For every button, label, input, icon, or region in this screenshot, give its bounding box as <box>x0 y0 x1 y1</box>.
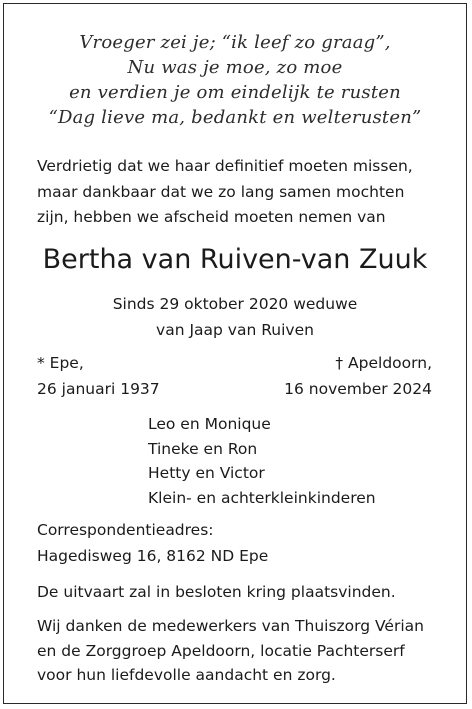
birth-place: * Epe, <box>37 354 84 372</box>
poem-line: “Dag lieve ma, bedankt en welterusten” <box>48 107 422 128</box>
thanks-note <box>37 614 424 688</box>
thanks-line: Wij danken de medewerkers van Thuiszorg Vérian <box>37 617 424 635</box>
family-member: Hetty en Victor <box>148 464 265 482</box>
widow-line: Sinds 29 oktober 2020 weduwe <box>112 295 358 313</box>
death-info <box>284 351 432 402</box>
obituary-card <box>3 3 467 704</box>
address-line: Hagedisweg 16, 8162 ND Epe <box>37 546 269 565</box>
correspondence-address <box>37 518 268 569</box>
intro-text <box>37 154 447 231</box>
death-place: † Apeldoorn, <box>335 354 432 372</box>
poem-line: en verdien je om eindelijk te rusten <box>69 82 401 103</box>
widow-line: van Jaap van Ruiven <box>156 320 314 339</box>
poem-line: Nu was je moe, zo moe <box>127 57 343 78</box>
death-date: 16 november 2024 <box>284 379 432 398</box>
poem-line: Vroeger zei je; “ik leef zo graag”, <box>79 32 391 53</box>
intro-line: maar dankbaar dat we zo lang samen mochten <box>37 182 405 201</box>
thanks-line: en de Zorggroep Apeldoorn, locatie Pachterserf <box>37 641 405 660</box>
address-label: Correspondentieadres: <box>37 521 214 539</box>
family-member: Tineke en Ron <box>148 439 258 458</box>
funeral-note: De uitvaart zal in besloten kring plaatsvinden. <box>37 583 396 601</box>
birth-date: 26 januari 1937 <box>37 379 160 398</box>
poem <box>4 30 466 130</box>
family-member: Klein- en achterkleinkinderen <box>148 488 376 507</box>
thanks-line: voor hun liefdevolle aandacht en zorg. <box>37 666 336 684</box>
family-list <box>148 412 376 510</box>
family-member: Leo en Monique <box>148 415 271 433</box>
widow-note <box>4 292 466 343</box>
birth-info <box>37 351 160 402</box>
intro-line: Verdrietig dat we haar definitief moeten missen, <box>37 157 413 175</box>
intro-line: zijn, hebben we afscheid moeten nemen van <box>37 208 386 226</box>
deceased-name: Bertha van Ruiven-van Zuuk <box>42 244 428 275</box>
